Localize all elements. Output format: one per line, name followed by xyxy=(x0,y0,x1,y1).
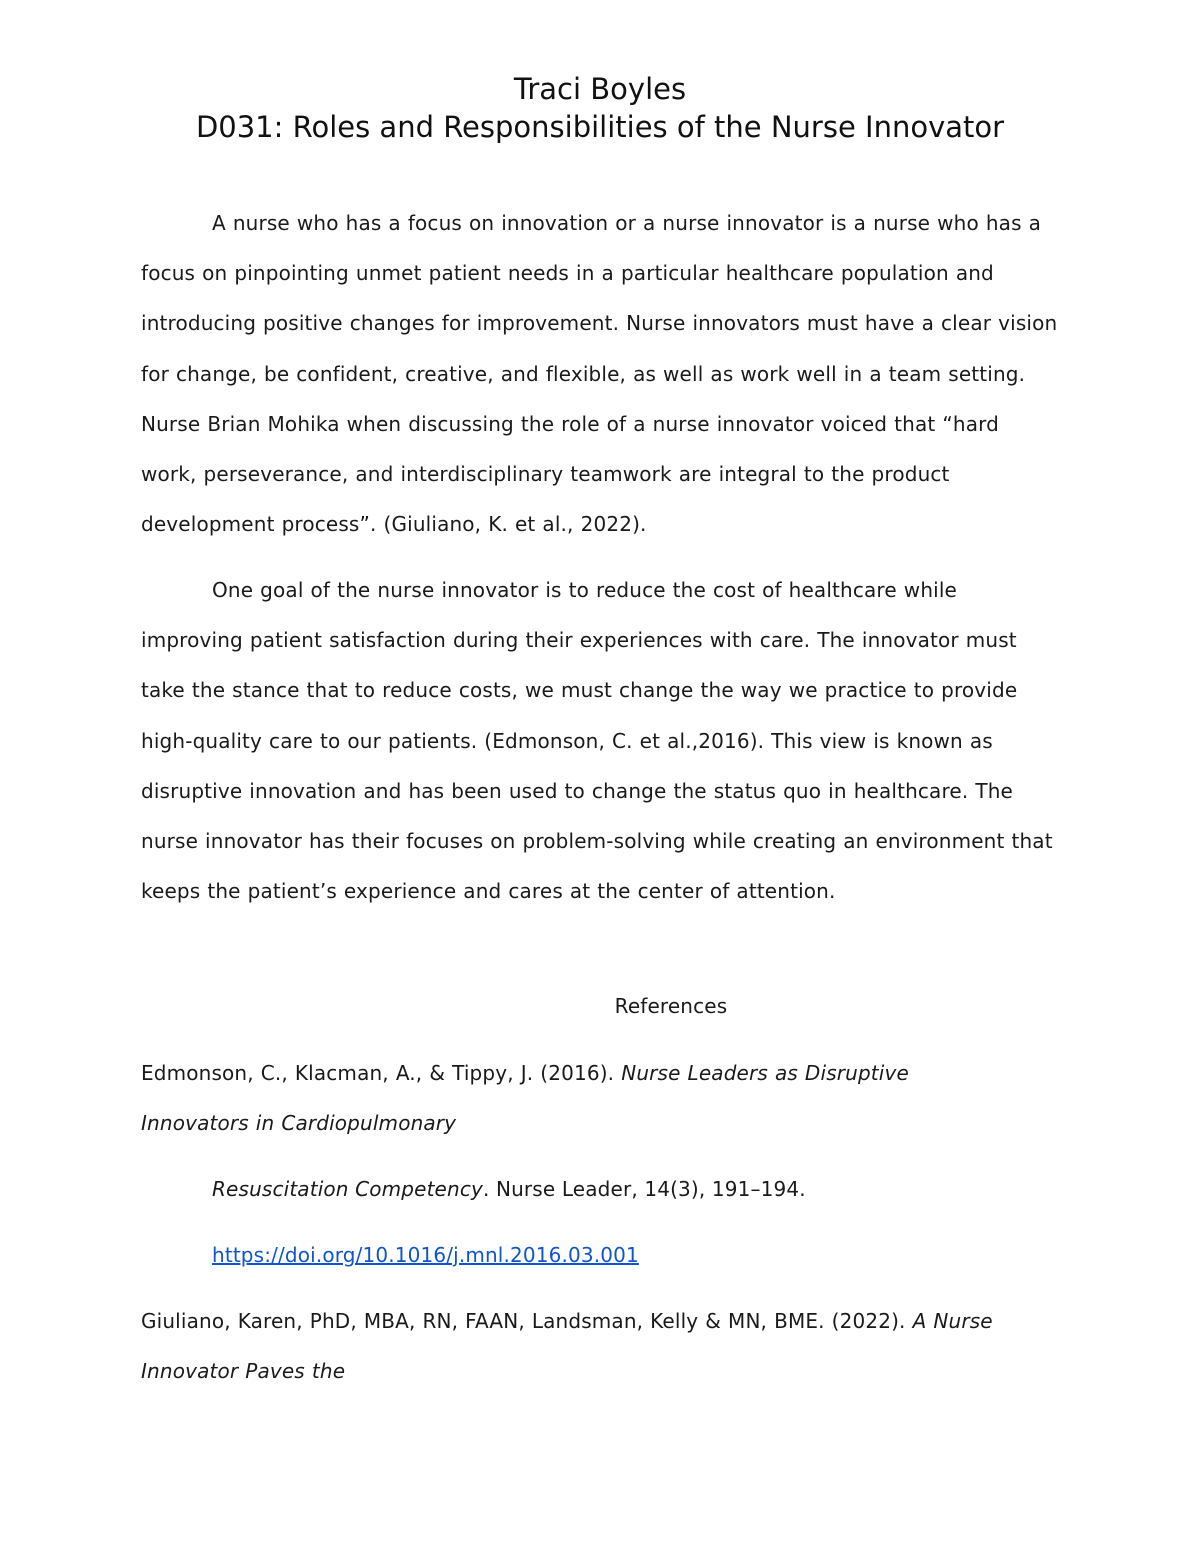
body-paragraph-2 xyxy=(141,565,1061,916)
reference-source: . Nurse Leader, 14(3), 191–194. xyxy=(482,1177,806,1201)
reference-authors: Edmonson, C., Klacman, A., & Tippy, J. (2016). xyxy=(141,1061,622,1085)
author-name: Traci Boyles xyxy=(513,72,687,106)
reference-title: Innovator Paves the xyxy=(141,1359,346,1384)
reference-entry-2 xyxy=(141,1296,1061,1396)
reference-line xyxy=(141,1048,1061,1098)
reference-line xyxy=(141,1296,1061,1346)
doi-link[interactable]: https://doi.org/10.1016/j.mnl.2016.03.001 xyxy=(212,1243,639,1267)
reference-title: Resuscitation Competency xyxy=(212,1177,483,1201)
document-title: D031: Roles and Responsibilities of the Nurse Innovator xyxy=(195,110,1005,144)
references-heading: References xyxy=(614,994,728,1018)
reference-entry-1 xyxy=(141,1048,1061,1148)
reference-title: Nurse Leaders as Disruptive xyxy=(621,1061,909,1085)
reference-title: A Nurse xyxy=(912,1309,993,1333)
document-header xyxy=(0,70,1200,146)
reference-authors: Giuliano, Karen, PhD, MBA, RN, FAAN, Landsman, Kelly & MN, BME. (2022). xyxy=(141,1309,913,1333)
reference-entry-1-continuation xyxy=(212,1164,806,1214)
reference-doi-line xyxy=(212,1230,639,1280)
paragraph-text: One goal of the nurse innovator is to reduce the cost of healthcare while improving patient satisfaction during their experiences with care. The innovator must take the stance that to reduce costs, we must change the way we practice to provide high-quality care to our patients. (Edmonson, C. et al.,2016). This view is known as disruptive innovation and has been used to change the status quo in healthcare. The nurse innovator has their focuses on problem-solving while creating an environment that keeps the patient’s experience and cares at the center of attention. xyxy=(141,578,1053,904)
paragraph-text: A nurse who has a focus on innovation or a nurse innovator is a nurse who has a focus on pinpointing unmet patient needs in a particular healthcare population and introducing positive changes for improvement. Nurse innovators must have a clear vision for change, be confident, creative, and flexible, as well as work well in a team setting. Nurse Brian Mohika when discussing the role of a nurse innovator voiced that “hard work, perseverance, and interdisciplinary teamwork are integral to the product development process”. (Giuliano, K. et al., 2022). xyxy=(141,211,1058,537)
reference-line xyxy=(141,1346,1061,1396)
reference-title: Innovators in Cardiopulmonary xyxy=(141,1111,457,1136)
reference-line xyxy=(141,1098,1061,1148)
body-paragraph-1 xyxy=(141,198,1061,549)
